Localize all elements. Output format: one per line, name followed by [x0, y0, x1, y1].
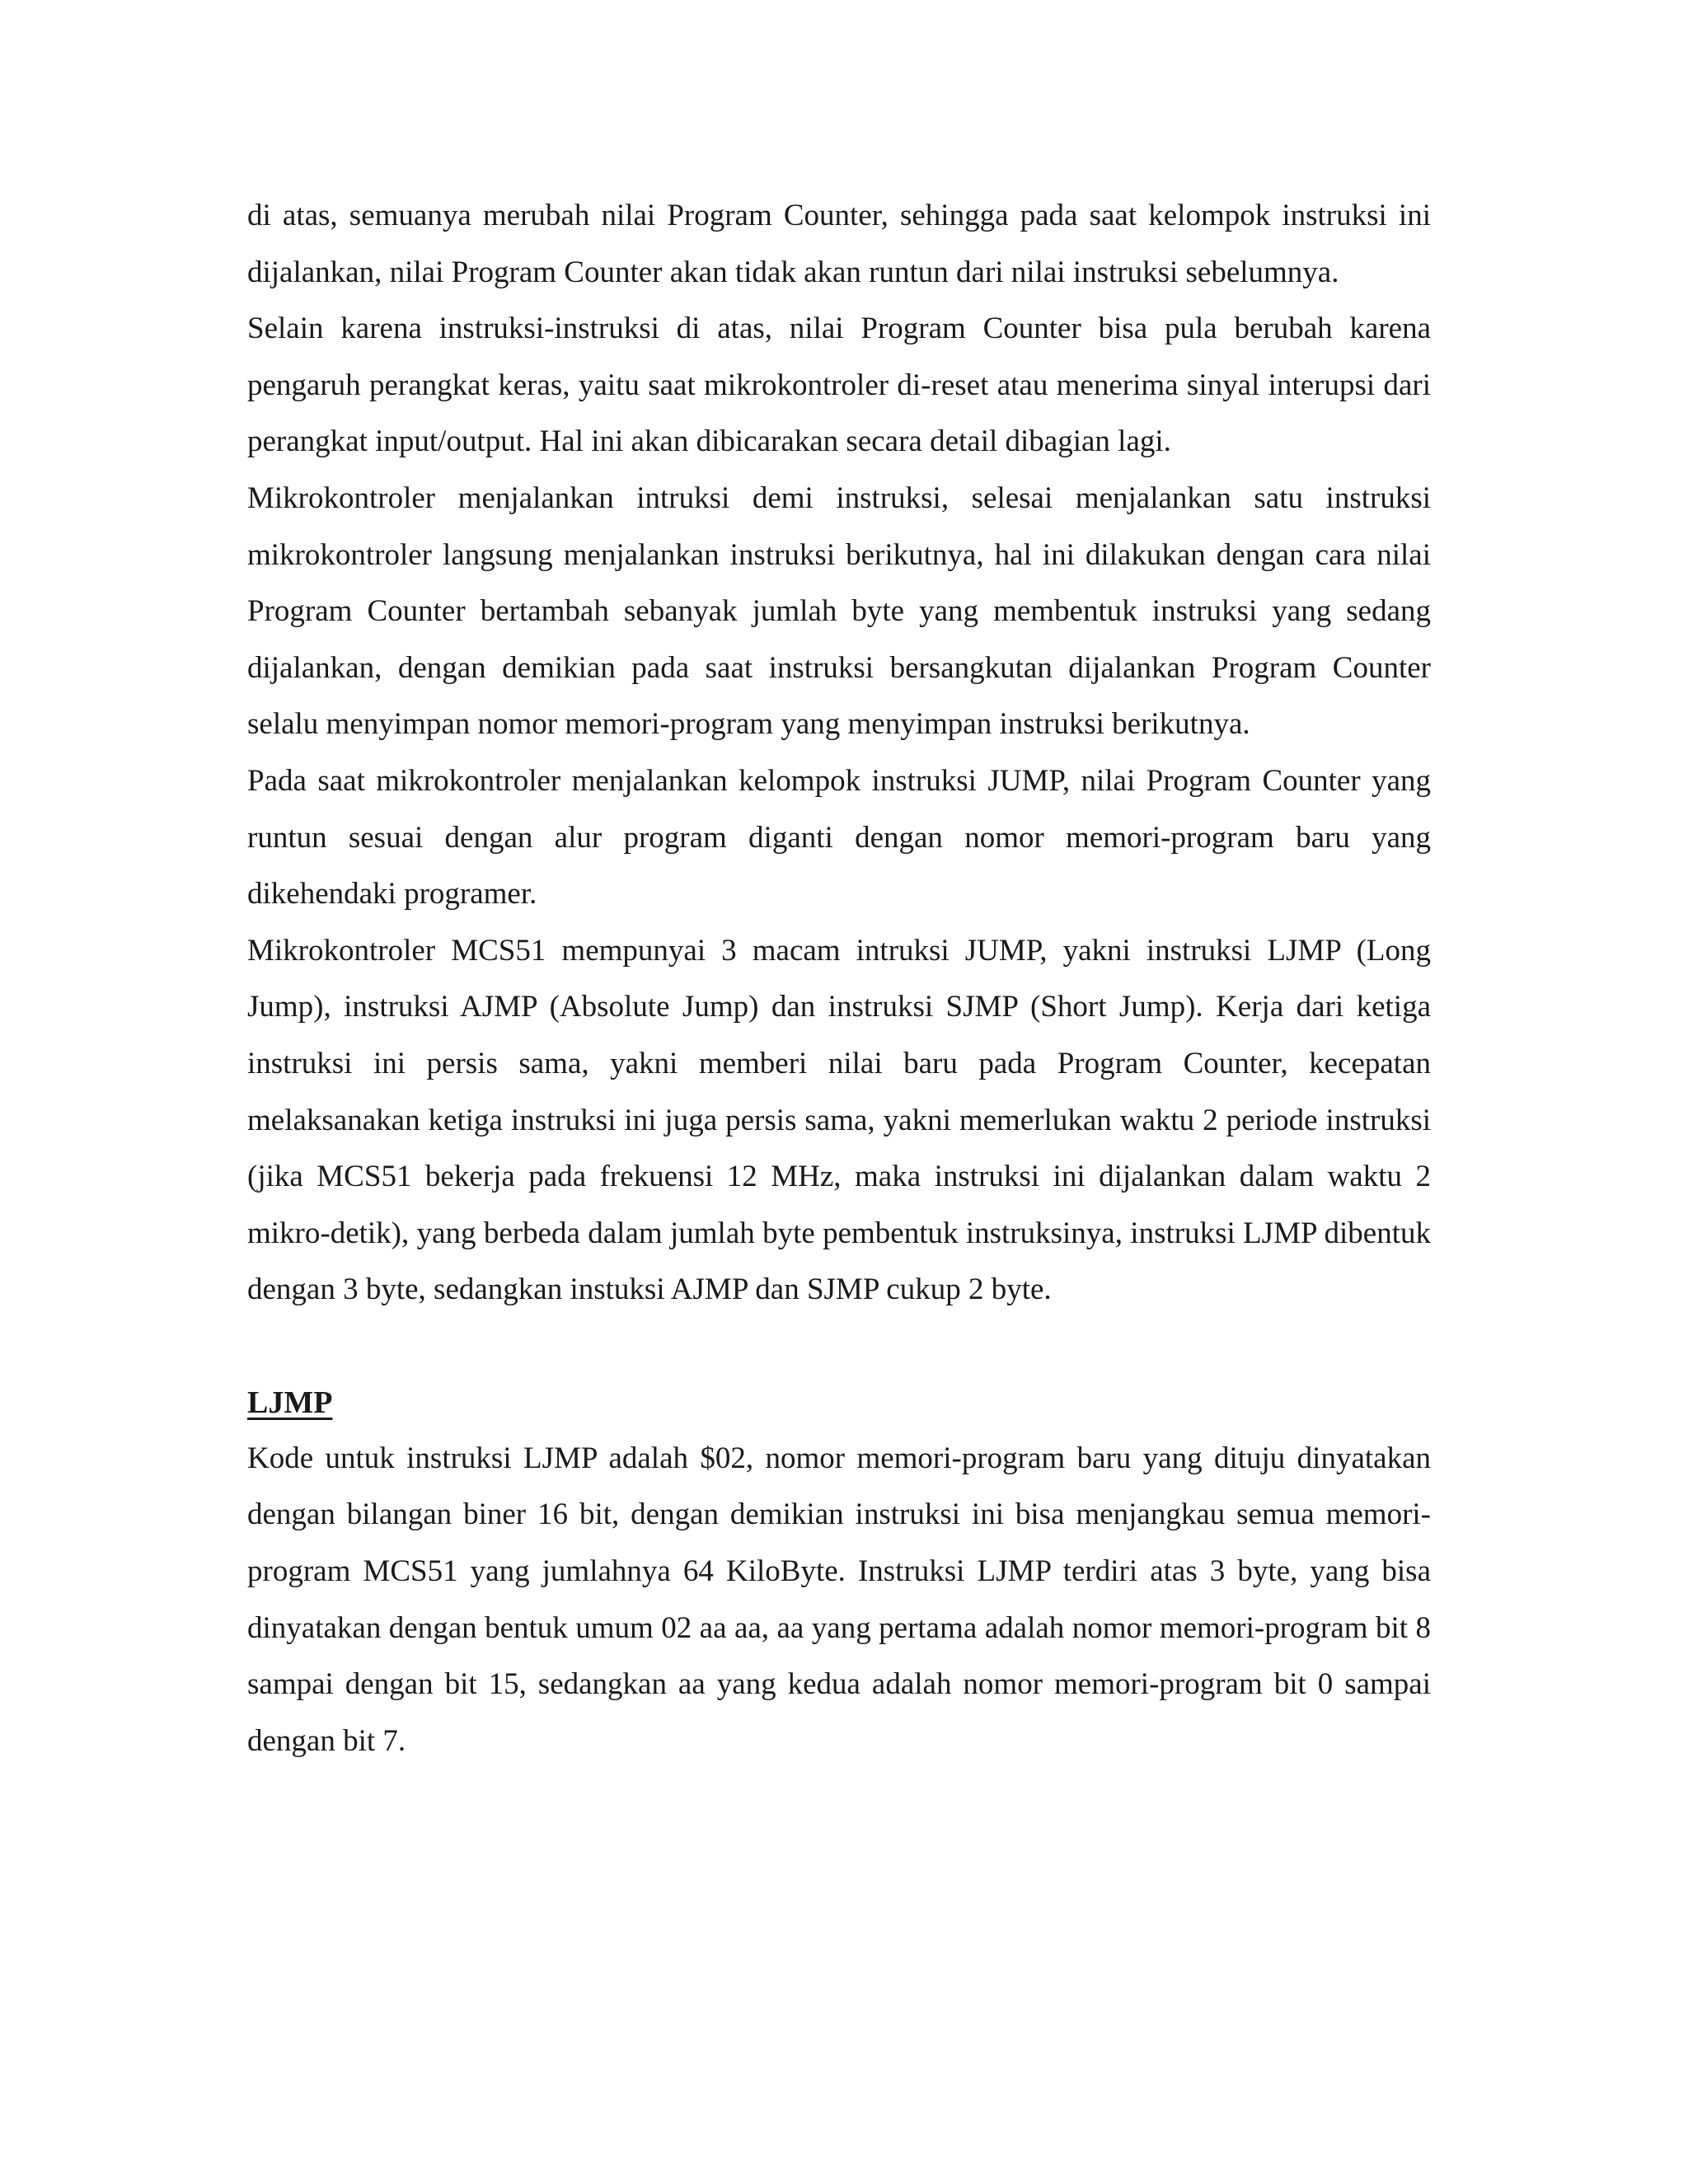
section-spacer	[247, 1319, 1431, 1375]
document-body	[247, 188, 1431, 1769]
paragraph-jump-types: Mikrokontroler MCS51 mempunyai 3 macam intruksi JUMP, yakni instruksi LJMP (Long Jump), instruksi AJMP (Absolute Jump) dan instruksi SJMP (Short Jump). Kerja dari ketiga instruksi ini persis sama, yakni memberi nilai baru pada Program Counter, kecepatan melaksanakan ketiga instruksi ini juga persis sama, yakni memerlukan waktu 2 periode instruksi (jika MCS51 bekerja pada frekuensi 12 MHz, maka instruksi ini dijalankan dalam waktu 2 mikro-detik), yang berbeda dalam jumlah byte pembentuk instruksinya, instruksi LJMP dibentuk dengan 3 byte, sedangkan instuksi AJMP dan SJMP cukup 2 byte.	[247, 933, 1431, 1307]
paragraph-instruction-execution: Mikrokontroler menjalankan intruksi demi instruksi, selesai menjalankan satu instruksi mikrokontroler langsung menjalankan instruksi berikutnya, hal ini dilakukan dengan cara nilai Program Counter bertambah sebanyak jumlah byte yang membentuk instruksi yang sedang dijalankan, dengan demikian pada saat instruksi bersangkutan dijalankan Program Counter selalu menyimpan nomor memori-program yang menyimpan instruksi berikutnya.	[247, 480, 1431, 742]
paragraph-program-counter-change: di atas, semuanya merubah nilai Program Counter, sehingga pada saat kelompok instruksi ini dijalankan, nilai Program Counter akan tidak akan runtun dari nilai instruksi sebelumnya.	[247, 199, 1431, 289]
paragraph-hardware-influence: Selain karena instruksi-instruksi di atas, nilai Program Counter bisa pula berubah karena pengaruh perangkat keras, yaitu saat mikrokontroler di-reset atau menerima sinyal interupsi dari perangkat input/output. Hal ini akan dibicarakan secara detail dibagian lagi.	[247, 312, 1431, 459]
paragraph-ljmp-description: Kode untuk instruksi LJMP adalah $02, nomor memori-program baru yang dituju dinyatakan dengan bilangan biner 16 bit, dengan demikian instruksi ini bisa menjangkau semua memori-program MCS51 yang jumlahnya 64 KiloByte. Instruksi LJMP terdiri atas 3 byte, yang bisa dinyatakan dengan bentuk umum 02 aa aa, aa yang pertama adalah nomor memori-program bit 8 sampai dengan bit 15, sedangkan aa yang kedua adalah nomor memori-program bit 0 sampai dengan bit 7.	[247, 1441, 1431, 1758]
section-heading-ljmp: LJMP	[247, 1385, 333, 1420]
paragraph-jump-group: Pada saat mikrokontroler menjalankan kelompok instruksi JUMP, nilai Program Counter yang runtun sesuai dengan alur program diganti dengan nomor memori-program baru yang dikehendaki programer.	[247, 763, 1431, 912]
